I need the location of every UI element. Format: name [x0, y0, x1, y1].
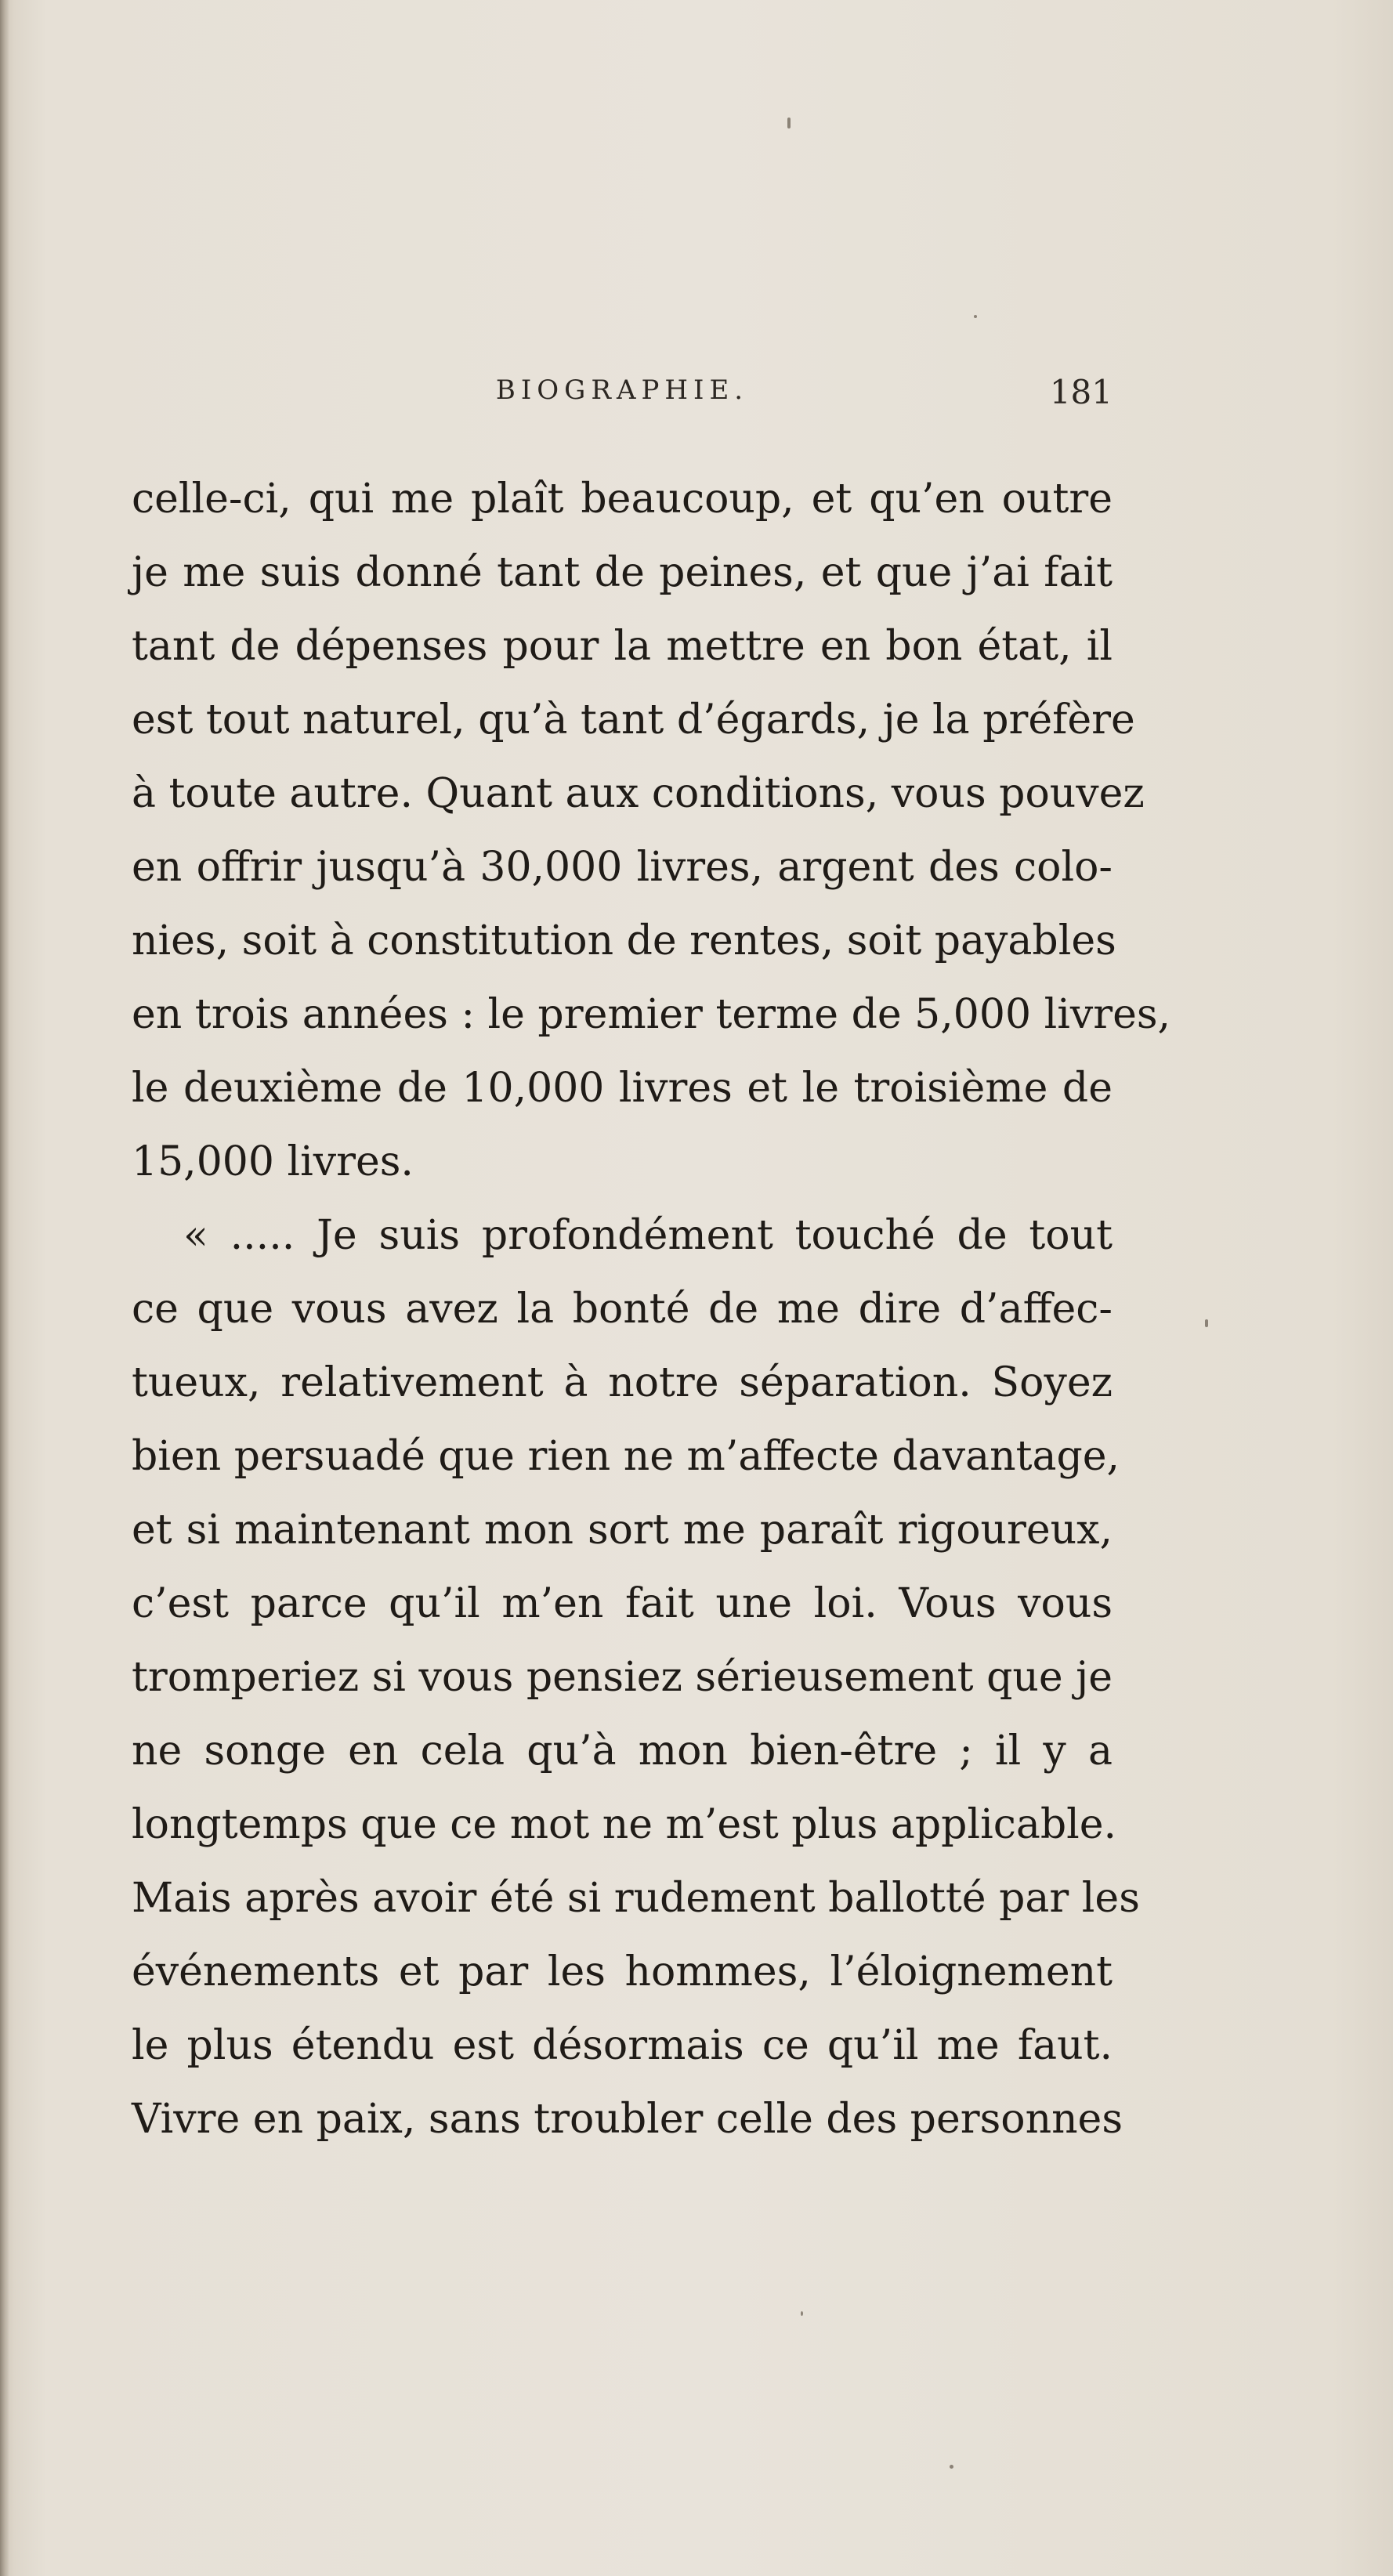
- text-line: tromperiez si vous pensiez sérieusement que je: [132, 1654, 1113, 1701]
- text-line: tueux, relativement à notre séparation. Soyez: [132, 1359, 1113, 1406]
- text-line: c’est parce qu’il m’en fait une loi. Vous vous: [132, 1580, 1113, 1627]
- text-line: ne songe en cela qu’à mon bien-être ; il y a: [132, 1728, 1113, 1775]
- text-line: événements et par les hommes, l’éloignement: [132, 1948, 1113, 1995]
- paper-speck: [950, 2465, 953, 2469]
- running-head: [132, 373, 1113, 420]
- text-line: 15,000 livres.: [132, 1138, 414, 1185]
- text-line: et si maintenant mon sort me paraît rigoureux,: [132, 1507, 1113, 1554]
- running-title: BIOGRAPHIE.: [495, 374, 749, 406]
- body-text: [132, 462, 1171, 2156]
- text-line: celle-ci, qui me plaît beaucoup, et qu’en outre: [132, 476, 1113, 523]
- page-number: 181: [1049, 373, 1113, 411]
- text-line: le plus étendu est désormais ce qu’il me faut.: [132, 2022, 1113, 2069]
- text-line: est tout naturel, qu’à tant d’égards, je la préfère: [132, 696, 1135, 743]
- text-line: Vivre en paix, sans troubler celle des personnes: [132, 2096, 1123, 2143]
- paper-speck: [1205, 1319, 1208, 1327]
- paper-speck: [801, 2311, 803, 2316]
- text-line: à toute autre. Quant aux conditions, vous pouvez: [132, 770, 1145, 817]
- text-line: tant de dépenses pour la mettre en bon état, il: [132, 623, 1113, 670]
- text-line: en trois années : le premier terme de 5,000 livres,: [132, 991, 1171, 1038]
- text-line: longtemps que ce mot ne m’est plus applicable.: [132, 1801, 1117, 1848]
- text-line: nies, soit à constitution de rentes, soit payables: [132, 917, 1116, 964]
- paper-speck: [974, 315, 977, 318]
- page-binding-edge: [0, 0, 9, 2576]
- paper-speck: [787, 118, 791, 128]
- text-line: bien persuadé que rien ne m’affecte davantage,: [132, 1433, 1120, 1480]
- text-line: « ..... Je suis profondément touché de tout: [183, 1212, 1113, 1259]
- text-line: en offrir jusqu’à 30,000 livres, argent des colo-: [132, 844, 1113, 891]
- text-line: Mais après avoir été si rudement ballotté par les: [132, 1875, 1140, 1922]
- text-line: je me suis donné tant de peines, et que j’ai fait: [132, 549, 1113, 596]
- text-line: le deuxième de 10,000 livres et le troisième de: [132, 1065, 1113, 1112]
- text-line: ce que vous avez la bonté de me dire d’affec-: [132, 1286, 1113, 1333]
